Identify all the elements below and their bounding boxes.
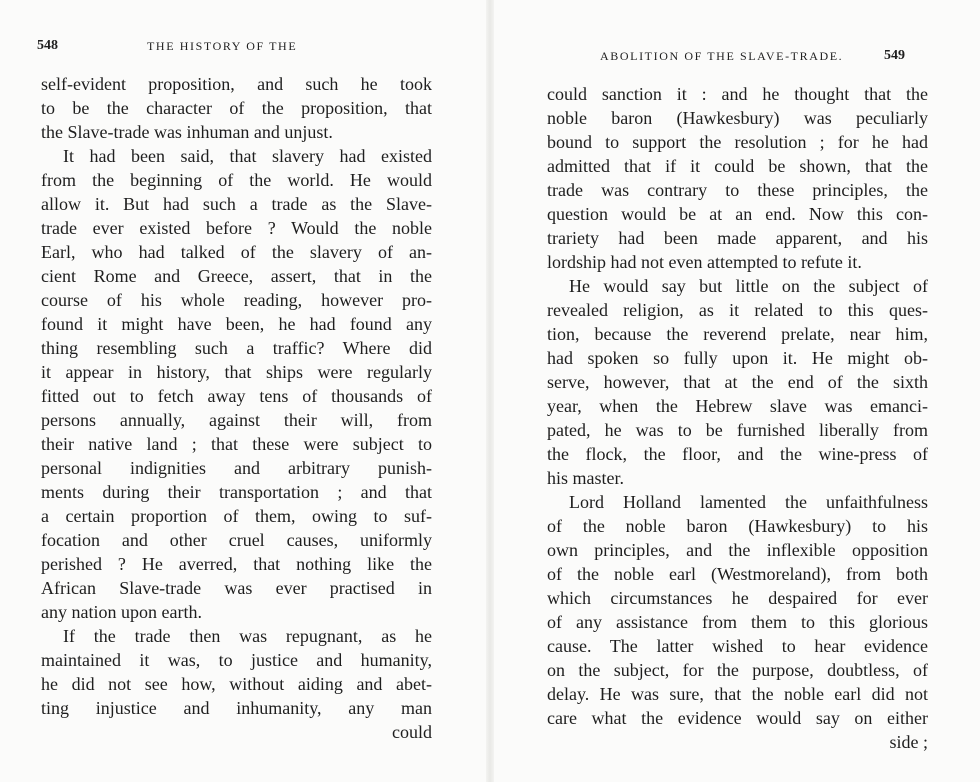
text-line: Earl, who had talked of the slavery of an- bbox=[41, 242, 432, 262]
text-line: persons annually, against their will, from bbox=[41, 410, 432, 430]
text-line: noble baron (Hawkesbury) was peculiarly bbox=[547, 108, 928, 128]
text-line: revealed religion, as it related to this ques- bbox=[547, 300, 928, 320]
right-running-head: ABOLITION OF THE SLAVE-TRADE. bbox=[600, 49, 844, 63]
text-line: could sanction it : and he thought that the bbox=[547, 84, 928, 104]
text-line: ments during their transportation ; and that bbox=[41, 482, 432, 502]
text-line: perished ? He averred, that nothing like the bbox=[41, 554, 432, 574]
text-line: any nation upon earth. bbox=[41, 602, 202, 622]
text-line: It had been said, that slavery had existed bbox=[63, 146, 432, 166]
text-line: fitted out to fetch away tens of thousands of bbox=[41, 386, 432, 406]
text-line: pated, he was to be furnished liberally from bbox=[547, 420, 928, 440]
text-line: year, when the Hebrew slave was emanci- bbox=[547, 396, 928, 416]
text-line: bound to support the resolution ; for he had bbox=[547, 132, 928, 152]
text-line: If the trade then was repugnant, as he bbox=[63, 626, 432, 646]
text-line: care what the evidence would say on either bbox=[547, 708, 928, 728]
text-line: it appear in history, that ships were regularly bbox=[41, 362, 432, 382]
text-line: African Slave-trade was ever practised in bbox=[41, 578, 432, 598]
left-page-body bbox=[41, 72, 432, 744]
text-line: maintained it was, to justice and humanity, bbox=[41, 650, 432, 670]
text-line: a certain proportion of them, owing to suf- bbox=[41, 506, 432, 526]
text-line: the Slave-trade was inhuman and unjust. bbox=[41, 122, 333, 142]
text-line: course of his whole reading, however pro- bbox=[41, 290, 432, 310]
text-line: question would be at an end. Now this con- bbox=[547, 204, 928, 224]
text-line: lordship had not even attempted to refute it. bbox=[547, 252, 862, 272]
right-page bbox=[490, 0, 980, 782]
text-line: allow it. But had such a trade as the Slave- bbox=[41, 194, 432, 214]
text-line: found it might have been, he had found any bbox=[41, 314, 432, 334]
text-line: Lord Holland lamented the unfaithfulness bbox=[569, 492, 928, 512]
text-line: trade ever existed before ? Would the noble bbox=[41, 218, 432, 238]
text-line: their native land ; that these were subject to bbox=[41, 434, 432, 454]
text-line: his master. bbox=[547, 468, 624, 488]
right-page-body bbox=[547, 82, 928, 754]
text-line: thing resembling such a traffic? Where did bbox=[41, 338, 432, 358]
text-line: had spoken so fully upon it. He might ob- bbox=[547, 348, 928, 368]
text-line: admitted that if it could be shown, that the bbox=[547, 156, 928, 176]
text-line: trade was contrary to these principles, the bbox=[547, 180, 928, 200]
text-line: to be the character of the proposition, that bbox=[41, 98, 432, 118]
text-line: of the noble earl (Westmoreland), from both bbox=[547, 564, 928, 584]
text-line: of any assistance from them to this glorious bbox=[547, 612, 928, 632]
catchword: side ; bbox=[889, 732, 928, 752]
text-line: ting injustice and inhumanity, any man bbox=[41, 698, 432, 718]
text-line: tion, because the reverend prelate, near him, bbox=[547, 324, 928, 344]
text-line: from the beginning of the world. He would bbox=[41, 170, 432, 190]
text-line: self-evident proposition, and such he took bbox=[41, 74, 432, 94]
text-line: of the noble baron (Hawkesbury) to his bbox=[547, 516, 928, 536]
text-line: personal indignities and arbitrary punish- bbox=[41, 458, 432, 478]
text-line: the flock, the floor, and the wine-press of bbox=[547, 444, 928, 464]
catchword: could bbox=[392, 722, 432, 742]
text-line: focation and other cruel causes, uniformly bbox=[41, 530, 432, 550]
text-line: delay. He was sure, that the noble earl did not bbox=[547, 684, 928, 704]
text-line: serve, however, that at the end of the sixth bbox=[547, 372, 928, 392]
text-line: on the subject, for the purpose, doubtless, of bbox=[547, 660, 928, 680]
text-line: trariety had been made apparent, and his bbox=[547, 228, 928, 248]
text-line: own principles, and the inflexible opposition bbox=[547, 540, 928, 560]
left-running-head: THE HISTORY OF THE bbox=[147, 39, 298, 53]
text-line: cient Rome and Greece, assert, that in the bbox=[41, 266, 432, 286]
right-page-number: 549 bbox=[884, 48, 905, 63]
text-line: he did not see how, without aiding and abet- bbox=[41, 674, 432, 694]
left-page-number: 548 bbox=[37, 38, 58, 53]
text-line: He would say but little on the subject of bbox=[569, 276, 928, 296]
text-line: which circumstances he despaired for ever bbox=[547, 588, 928, 608]
text-line: cause. The latter wished to hear evidence bbox=[547, 636, 928, 656]
